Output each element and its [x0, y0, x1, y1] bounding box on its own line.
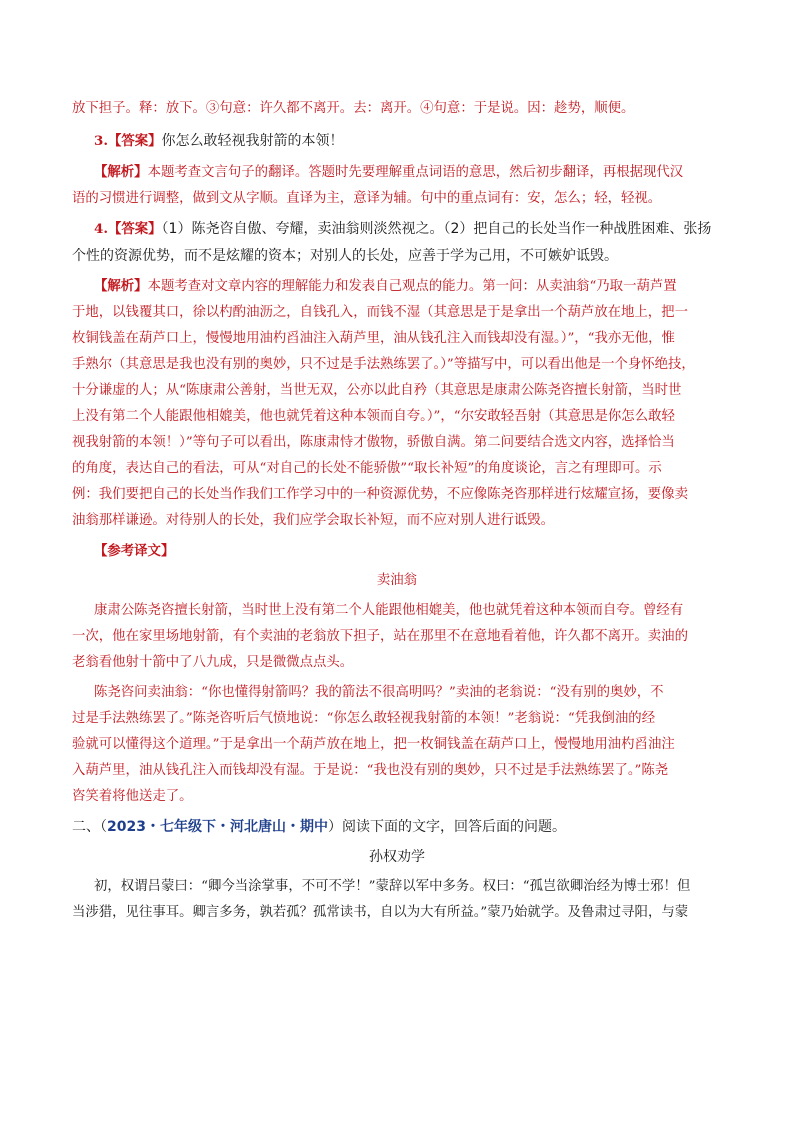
analysis-text: 十分谦虚的人；从“陈康肃公善射，当世无双，公亦以此自矜（其意思是康肃公陈尧咨擅长射箭，当时世 [72, 383, 682, 398]
analysis-text: 手熟尔（其意思是我也没有别的奥妙，只不过是手法熟练罢了。）”等描写中，可以看出他是一个身怀绝技， [72, 357, 695, 372]
section-prefix: 二、（ [72, 819, 107, 835]
source-label: 2023・七年级下・河北唐山・期中 [107, 819, 328, 835]
translation-tag: 【参考译文】 [94, 543, 175, 559]
translation-title: 卖油翁 [376, 573, 418, 588]
section-2-heading [72, 814, 722, 840]
answer-tag: 【答案】 [107, 133, 162, 149]
section-suffix: ）阅读下面的文字，回答后面的问题。 [327, 819, 566, 835]
question-4-analysis [72, 273, 722, 300]
translation-text: 过是手法熟练罢了。”陈尧咨听后气愤地说：“你怎么敢轻视我射箭的本领！”老翁说：“凭我倒油的经 [72, 711, 656, 726]
answer-text: （1）陈尧咨自傲、夸耀，卖油翁则淡然视之。（2）把自己的长处当作一种战胜困难、张扬 [161, 221, 712, 237]
translation-text: 一次，他在家里场地射箭，有个卖油的老翁放下担子，站在那里不在意地看着他，许久都不离开。卖油的 [72, 629, 688, 644]
passage-text: 当涉猎，见往事耳。卿言多务，孰若孤？孤常读书，自以为大有所益。”蒙乃始就学。及鲁肃过寻阳，与蒙 [72, 905, 689, 920]
analysis-text: 本题考查文言句子的翻译。答题时先要理解重点词语的意思，然后初步翻译，再根据现代汉 [147, 165, 684, 180]
question-3-answer [72, 128, 722, 155]
question-number: 3. [94, 133, 108, 149]
analysis-tag: 【解析】 [94, 164, 148, 180]
answer-text: 你怎么敢轻视我射箭的本领！ [161, 133, 344, 149]
analysis-text: 上没有第二个人能跟他相媲美，他也就凭着这种本领而自夸。）”，“尔安敢轻吾射（其意思是你怎么敢轻 [72, 409, 675, 424]
document-page [72, 96, 722, 926]
analysis-text: 本题考查对文章内容的理解能力和发表自己观点的能力。第一问：从卖油翁“乃取一葫芦置 [147, 279, 677, 294]
question-4-answer [72, 216, 722, 243]
translation-text: 老翁看他射十箭中了八九成，只是微微点点头。 [72, 655, 354, 670]
passage-text: 初，权谓吕蒙曰：“卿今当涂掌事，不可不学！”蒙辞以军中多务。权曰：“孤岂欲卿治经为博士邪！但 [94, 879, 691, 894]
answer-text: 个性的资源优势，而不是炫耀的资本；对别人的长处，应善于学为己用，不可嫉妒诋毁。 [72, 248, 618, 264]
translation-text: 入葫芦里，油从钱孔注入而钱却没有湿。于是说：“我也没有别的奥妙，只不过是手法熟练罢了。”陈尧 [72, 763, 669, 778]
text-line: 放下担子。释：放下。③句意：许久都不离开。去：离开。④句意：于是说。因：趁势，顺便。 [72, 101, 635, 116]
passage-title: 孙权劝学 [369, 849, 425, 865]
translation-text: 验就可以懂得这个道理。”于是拿出一个葫芦放在地上，把一枚铜钱盖在葫芦口上，慢慢地用油杓舀油注 [72, 737, 675, 752]
analysis-text: 油翁那样谦逊。对待别人的长处，我们应学会取长补短，而不应对别人进行诋毁。 [72, 513, 555, 528]
analysis-text: 视我射箭的本领！）”等句子可以看出，陈康肃恃才傲物，骄傲自满。第二问要结合选文内容，选择恰当 [72, 435, 675, 450]
analysis-text: 于地，以钱覆其口，徐以杓酌油沥之，自钱孔入，而钱不湿（其意思是于是拿出一个葫芦放在地上，把一 [72, 305, 688, 320]
analysis-text: 的角度，表达自己的看法，可从“对自己的长处不能骄傲”“取长补短”的角度谈论，言之有理即可。示 [72, 461, 662, 476]
translation-text: 陈尧咨问卖油翁：“你也懂得射箭吗？我的箭法不很高明吗？”卖油的老翁说：“没有别的奥妙，不 [94, 685, 664, 700]
translation-text: 康肃公陈尧咨擅长射箭，当时世上没有第二个人能跟他相媲美，他也就凭着这种本领而自夸。曾经有 [94, 603, 684, 618]
answer-tag: 【答案】 [107, 221, 162, 237]
translation-text: 咨笑着将他送走了。 [72, 789, 193, 804]
analysis-text: 枚铜钱盖在葫芦口上，慢慢地用油杓舀油注入葫芦里，油从钱孔注入而钱却没有湿。）”，“我亦无他，惟 [72, 331, 675, 346]
analysis-text: 语的习惯进行调整，做到文从字顺。直译为主，意译为辅。句中的重点词有：安，怎么；轻，轻视。 [72, 191, 662, 206]
analysis-text: 例：我们要把自己的长处当作我们工作学习中的一种资源优势，不应像陈尧咨那样进行炫耀宣扬，要像卖 [72, 487, 688, 502]
question-number: 4. [94, 221, 108, 237]
question-3-analysis [72, 159, 722, 186]
analysis-tag: 【解析】 [94, 278, 148, 294]
